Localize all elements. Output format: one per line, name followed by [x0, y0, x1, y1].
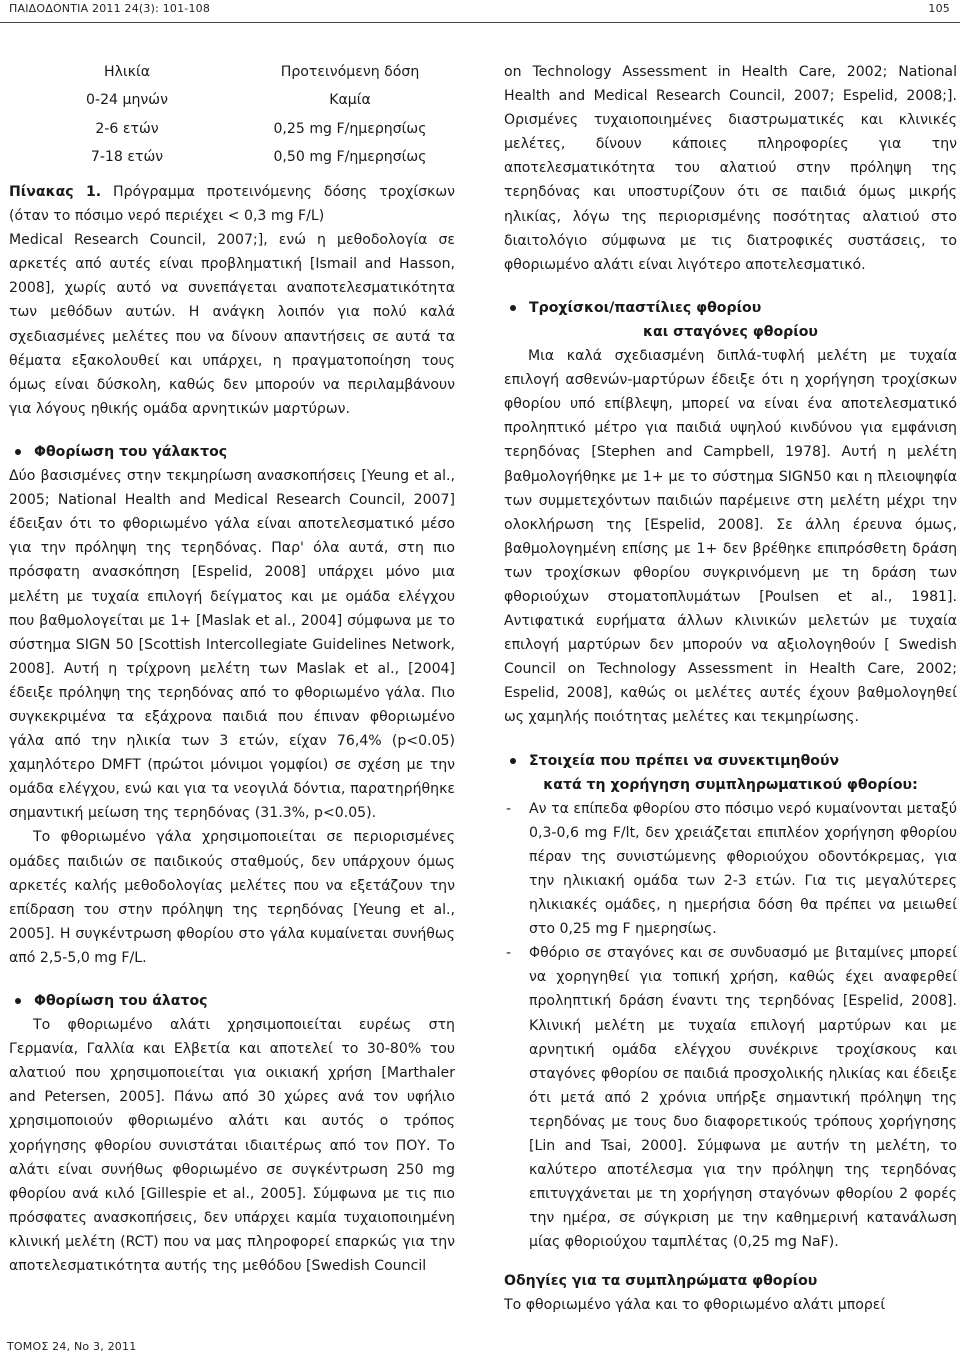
bullet-icon	[15, 449, 21, 455]
bullet-icon	[15, 998, 21, 1004]
body-paragraph: Μια καλά σχεδιασμένη διπλά-τυφλή μελέτη με τυχαία επιλογή ασθενών-μαρτύρων έδειξε ότι η χορήγηση τροχίσκων φθορίου υπό επίβλεψη, μπορεί να είναι ένα αποτελεσματικό προληπτικό μέτρο για παιδιά υψηλού κινδύνου για εμφάνιση τερηδόνας [Stephen and Campbell, 1978]. Αυτή η μελέτη βαθμολογήθηκε με 1+ με το σύστημα SIGN50 και η πλειοψηφία των συμμετεχόντων παιδιών παρέμεινε στη μελέτη μέχρι την ολοκλήρωση της [Espelid, 2008]. Σε άλλη έρευνα όμως, βαθμολογημένη επίσης με 1+ δεν βρέθηκε επιπρόσθετη δράση των τροχίσκων φθορίου συγκρινόμενη με τη δράση των φθοριούχων στοματοπλυμάτων [Poulsen et al., 1981]. Αντιφατικά ευρήματα άλλων κλινικών μελετών με τυχαία επιλογή μαρτύρων δεν μπορούν να αξιολογηθούν [ Swedish Council on Technology Assessment in Health Care, 2002; Espelid, 2008], καθώς οι μελέτες αυτές έχουν βαθμολογηθεί ως χαμηλής ποιότητας μελέτες και τεκμηρίωσης.	[504, 348, 957, 726]
body-paragraph: Το φθοριωμένο γάλα χρησιμοποιείται σε περιορισμένες ομάδες παιδιών σε παιδικούς σταθμούς, δεν υπάρχουν όμως αρκετές καλής μεθοδολογίας μελέτες που να εξετάζουν την επίδραση του στην πρόληψη της τερηδόνας [Yeung et al., 2005]. Η συγκέντρωση φθορίου στο γάλα κυμαίνεται συνήθως από 2,5-5,0 mg F/L.	[9, 829, 455, 966]
dose-table-row	[9, 88, 455, 116]
dose-table-header-age: Ηλικία	[103, 64, 151, 80]
section-heading-tablets-line2: και σταγόνες φθορίου	[643, 323, 818, 340]
body-paragraph: on Technology Assessment in Health Care, 2002; National Health and Medical Research Council, 2007; Espelid, 2008;]. Ορισμένες τυχαιοποιημένες διαστρωματικές και κλινικές μελέτες, δίνουν κάποιες πληροφορίες για την αποτελεσματικότητα του αλατιού στην πρόληψη της τερηδόνας και υποστυρίζουν ότι σε παιδιά όμως μικρής ηλικίας, λόγω της περιορισμένης ποσότητας αλατιού στο διαιτολόγιο σύμφωνα με τις διατροφικές συστάσεις, το φθοριωμένο αλάτι είναι λιγότερο αποτελεσματικό.	[504, 64, 957, 273]
table-caption-label: Πίνακας 1.	[9, 184, 102, 200]
list-item: - Αν τα επίπεδα φθορίου στο πόσιμο νερό κυμαίνονται μεταξύ 0,3-0,6 mg F/lt, δεν χρειάζεται επιπλέον χορήγηση φθορίου πέραν της συνιστώμενης φθοριούχου οδοντόκρεμας, για την ηλικιακή ομάδα των 2-3 ετών. Για τις μεγαλύτερες ηλικιακές ομάδες, η ημερήσια δόση θα πρέπει να μειωθεί στο 0,25 mg F ημερησίως.	[504, 797, 957, 942]
dose-table-row	[9, 145, 455, 173]
page-number: 105	[928, 2, 950, 15]
body-paragraph: Δύο βασισμένες στην τεκμηρίωση ανασκοπήσεις [Yeung et al., 2005; National Health and Medical Research Council, 2007] έδειξαν ότι το φθοριωμένο γάλα είναι αποτελεσματικό μέσο για την πρόληψη της τερηδόνας. Παρ' όλα αυτά, στη πιο πρόσφατη ανασκόπηση [Espelid, 2008] υπάρχει μόνο μια μελέτη με τυχαία επιλογή δείγματος και με ομάδα ελέγχου που βαθμολογείται με 1+ [Maslak et al., 2004] σύμφωνα με το σύστημα SIGN 50 [Scottish Intercollegiate Guidelines Network, 2008]. Αυτή η τρίχρονη μελέτη των Maslak et al., [2004] έδειξε πρόληψη της τερηδόνας από το φθοριωμένο γάλα. Πιο συγκεκριμένα τα εξάχρονα παιδιά που έπιναν φθοριωμένο γάλα από την ηλικία των 3 ετών, είχαν 76,4% (p<0.05) χαμηλότερο DMFT (πρώτοι μόνιμοι γομφίοι) σε σχέση με την ομάδα ελέγχου, ενώ και για τα νεογιλά δόντια, παρατηρήθηκε σημαντική μείωση της τερηδόνας (31.3%, p<0.05).	[9, 468, 455, 822]
header-rule	[0, 22, 960, 23]
dose-table-cell-age: 0-24 μηνών	[86, 92, 168, 109]
section-heading-tablets: Τροχίσκοι/παστίλιες φθορίου	[504, 296, 957, 320]
right-column	[504, 60, 957, 1317]
body-paragraph: Medical Research Council, 2007;], ενώ η μεθοδολογία σε αρκετές από αυτές είναι προβληματική [Ismail and Hasson, 2008], χωρίς αυτό να συνεπάγεται αναποτελεσματικότητα των μεθόδων αυτών. Η ανάγκη λοιπόν για πολύ καλά σχεδιασμένες μελέτες που να δίνουν απαντήσεις σε αυτά τα θέματα εξακολουθεί και υπάρχει, η πραγματοποίηση τους όμως είναι δύσκολη, καθώς δεν μπορούν να περιλαμβάνουν για λόγους ηθικής ομάδα αρνητικών μαρτύρων.	[9, 232, 455, 417]
body-paragraph: Το φθοριωμένο γάλα και το φθοριωμένο αλάτι μπορεί	[504, 1296, 886, 1313]
table-caption	[9, 180, 455, 228]
dose-table-header	[9, 60, 455, 88]
section-heading-factors-line2: κατά τη χορήγηση συμπληρωματικού φθορίου:	[543, 776, 918, 793]
body-paragraph: Το φθοριωμένο αλάτι χρησιμοποιείται ευρέως στη Γερμανία, Γαλλία και Ελβετία και αποτελεί το 30-80% του αλατιού που χρησιμοποιείται για οικιακή χρήση [Marthaler and Petersen, 2005]. Πάνω από 30 χώρες ανά τον υφήλιο χρησιμοποιούν φθοριωμένο αλάτι και αυτός ο τρόπος χορήγησης φθορίου συνιστάται ιδιαιτέρως από τον ΠΟΥ. Το αλάτι είναι συνήθως φθοριωμένο σε συγκέντρωση 250 mg φθορίου ανά κιλό [Gillespie et al., 2005]. Σύμφωνα με τις πιο πρόσφατες ανασκοπήσεις, δεν υπάρχει καμία τυχαιοποιημένη κλινική μελέτη (RCT) που να μας πληροφορεί επαρκώς για την αποτελεσματικότητα αυτής της μεθόδου [Swedish Council	[9, 1017, 455, 1275]
dose-table-cell-age: 7-18 ετών	[90, 148, 164, 165]
footer-issue: ΤΟΜΟΣ 24, Νο 3, 2011	[7, 1340, 137, 1353]
section-heading-milk: Φθορίωση του γάλακτος	[9, 440, 455, 464]
running-header-journal: ΠΑΙΔΟΔΟΝΤΙΑ 2011 24(3): 101-108	[9, 2, 211, 15]
bullet-icon	[510, 758, 516, 764]
dose-table	[9, 60, 455, 180]
dose-table-cell-dose: 0,25 mg F/ημερησίως	[273, 120, 427, 137]
dose-table-row	[9, 117, 455, 145]
dash-marker: -	[506, 800, 512, 817]
dose-table-header-dose: Προτεινόμενη δόση	[280, 64, 420, 80]
section-heading-salt: Φθορίωση του άλατος	[9, 989, 455, 1013]
dose-table-cell-dose: 0,50 mg F/ημερησίως	[273, 148, 427, 165]
left-column	[9, 60, 455, 1278]
table-caption-text: Πρόγραμμα προτεινόμενης δόσης τροχίσκων (όταν το πόσιμο νερό περιέχει < 0,3 mg F/L)	[9, 184, 456, 225]
list-item: - Φθόριο σε σταγόνες και σε συνδυασμό με βιταμίνες μπορεί να χορηγηθεί για τοπική χρήση, καθώς έχει αναφερθεί προληπτική δράση έναντι της τερηδόνας [Espelid, 2008]. Κλινική μελέτη με τυχαία επιλογή μαρτύρων και με αρνητική ομάδα ελέγχου συνέκρινε τροχίσκους και σταγόνες φθορίου σε παιδιά προσχολικής ηλικίας και έδειξε ότι μετά από 2 χρόνια υπήρξε σημαντική πρόληψη της τερηδόνας με τους δυο διαφορετικούς τρόπους χορήγησης [Lin and Tsai, 2000]. Σύμφωνα με αυτήν τη μελέτη, το καλύτερο αποτέλεσμα για την πρόληψη της τερηδόνας επιτυγχάνεται με τη χορήγηση σταγόνων φθορίου 2 φορές την ημέρα, σε σύγκριση με την καθημερινή κατανάλωση μίας φθοριούχου ταμπλέτας (0,25 mg NaF).	[504, 941, 957, 1254]
bullet-icon	[510, 305, 516, 311]
dose-table-cell-dose: Καμία	[329, 92, 371, 109]
dose-table-cell-age: 2-6 ετών	[95, 120, 159, 137]
dash-marker: -	[506, 945, 512, 962]
section-heading-guidelines: Οδηγίες για τα συμπληρώματα φθορίου	[504, 1272, 818, 1289]
section-heading-factors: Στοιχεία που πρέπει να συνεκτιμηθούν	[504, 749, 957, 773]
